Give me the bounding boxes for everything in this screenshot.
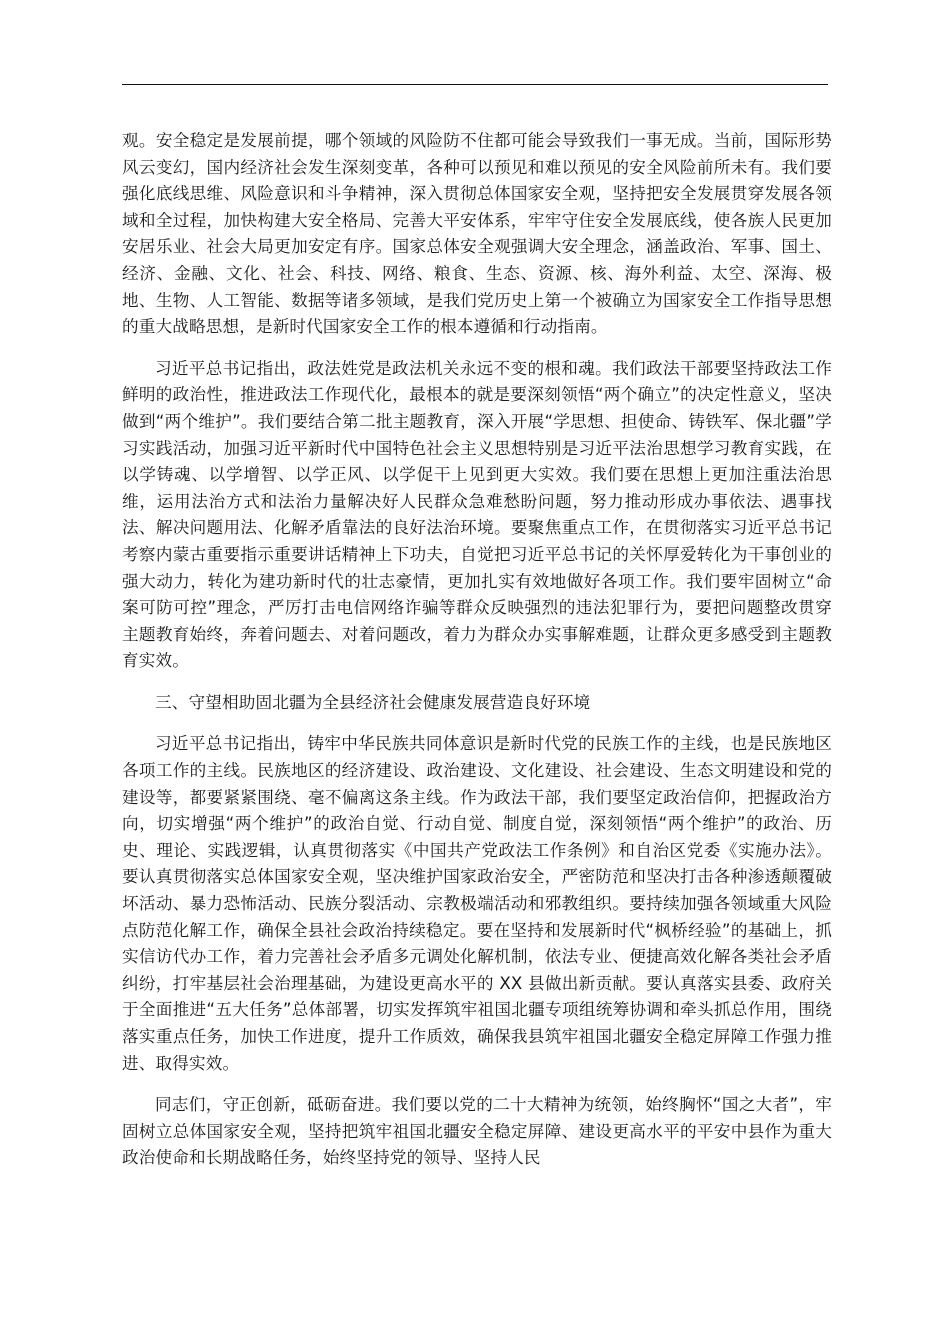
paragraph-closing: 同志们，守正创新，砥砺奋进。我们要以党的二十大精神为统领，始终胸怀“国之大者”，牢固树立总体国家安全观，坚持把筑牢祖国北疆安全稳定屏障、建设更高水平的平安中县作为重大政治使命和长期战略任务，始终坚持党的领导、坚持人民 [122,1095,832,1168]
header-rule [122,84,828,85]
paragraph-political-work: 习近平总书记指出，政法姓党是政法机关永远不变的根和魂。我们政法干部要坚持政法工作鲜明的政治性，推进政法工作现代化，最根本的就是要深刻领悟“两个确立”的决定性意义，坚决做到“两个维护”。我们要结合第二批主题教育，深入开展“学思想、担使命、铸铁军、保北疆”学习实践活动，加强习近平新时代中国特色社会主义思想特别是习近平法治思想学习教育实践，在以学铸魂、以学增智、以学正风、以学促干上见到更大实效。我们要在思想上更加注重法治思维，运用法治方式和法治力量解决好人民群众急难愁盼问题，努力推动形成办事依法、遇事找法、解决问题用法、化解矛盾靠法的良好法治环境。要聚焦重点工作，在贯彻落实习近平总书记考察内蒙古重要指示重要讲话精神上下功夫，自觉把习近平总书记的关怀厚爱转化为干事创业的强大动力，转化为建功新时代的壮志豪情，更加扎实有效地做好各项工作。我们要牢固树立“命案可防可控”理念，严厉打击电信网络诈骗等群众反映强烈的违法犯罪行为，要把问题整改贯穿主题教育始终，奔着问题去、对着问题改，着力为群众办实事解难题，让群众更多感受到主题教育实效。 [122,358,832,671]
document-body [122,128,832,1187]
paragraph-ethnic-unity: 习近平总书记指出，铸牢中华民族共同体意识是新时代党的民族工作的主线，也是民族地区各项工作的主线。民族地区的经济建设、政治建设、文化建设、社会建设、生态文明建设和党的建设等，都要紧紧围绕、毫不偏离这条主线。作为政法干部，我们要坚定政治信仰，把握政治方向，切实增强“两个维护”的政治自觉、行动自觉、制度自觉，深刻领悟“两个维护”的政治、历史、理论、实践逻辑，认真贯彻落实《中国共产党政法工作条例》和自治区党委《实施办法》。要认真贯彻落实总体国家安全观，坚决维护国家政治安全，严密防范和坚决打击各种渗透颠覆破坏活动、暴力恐怖活动、民族分裂活动、宗教极端活动和邪教组织。要持续加强各领域重大风险点防范化解工作，确保全县社会政治持续稳定。要在坚持和发展新时代“枫桥经验”的基础上，抓实信访代办工作，着力完善社会矛盾多元调处化解机制，依法专业、便捷高效化解各类社会矛盾纠纷，打牢基层社会治理基础，为建设更高水平的 XX 县做出新贡献。要认真落实县委、政府关于全面推进“五大任务”总体部署，切实发挥筑牢祖国北疆专项组统筹协调和牵头抓总作用，围绕落实重点任务，加快工作进度，提升工作质效，确保我县筑牢祖国北疆安全稳定屏障工作强力推进、取得实效。 [122,734,832,1073]
section-heading-three: 三、守望相助固北疆为全县经济社会健康发展营造良好环境 [155,692,591,712]
paragraph-continuation: 观。安全稳定是发展前提，哪个领域的风险防不住都可能会导致我们一事无成。当前，国际形势风云变幻，国内经济社会发生深刻变革，各种可以预见和难以预见的安全风险前所未有。我们要强化底线思维、风险意识和斗争精神，深入贯彻总体国家安全观，坚持把安全发展贯穿发展各领域和全过程，加快构建大安全格局、完善大平安体系，牢牢守住安全发展底线，使各族人民更加安居乐业、社会大局更加安定有序。国家总体安全观强调大安全理念，涵盖政治、军事、国土、经济、金融、文化、社会、科技、网络、粮食、生态、资源、核、海外利益、太空、深海、极地、生物、人工智能、数据等诸多领域，是我们党历史上第一个被确立为国家安全工作指导思想的重大战略思想，是新时代国家安全工作的根本遵循和行动指南。 [122,131,832,337]
